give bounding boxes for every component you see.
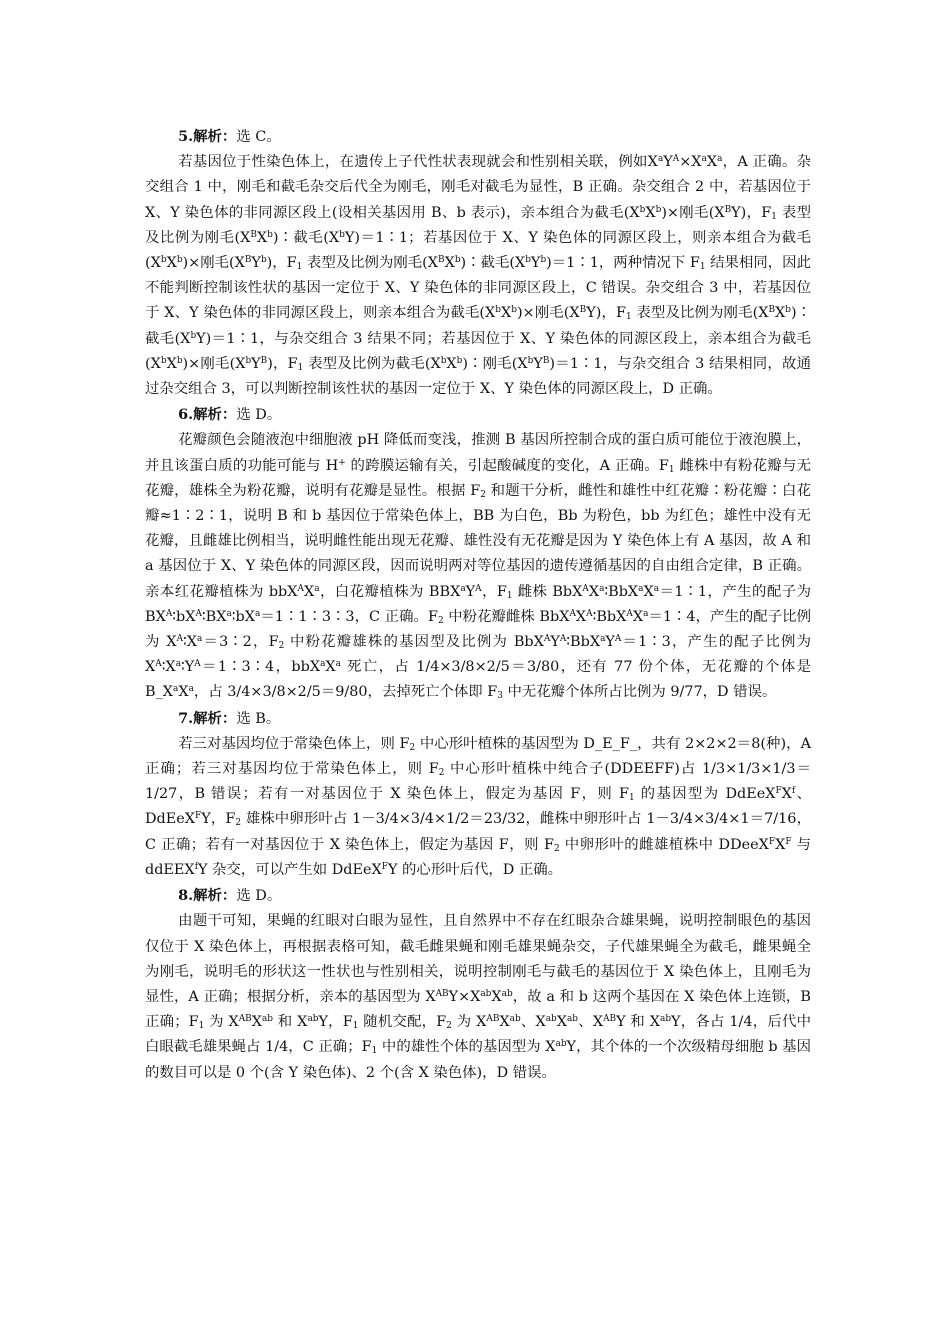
q7-answer: 选 B。 — [236, 710, 281, 727]
q8-label: 8.解析： — [178, 887, 237, 905]
q8-explanation: 由题干可知，果蝇的红眼对白眼为显性，且自然界中不存在红眼杂合雄果蝇，说明控制眼色的基因仅位于 X 染色体上，再根据表格可知，截毛雌果蝇和刚毛雄果蝇杂交，子代雄果蝇全为截毛，雌果蝇全为刚毛，说明毛的形状这一性状也与性别相关，说明控制刚毛与截毛的基因位于 X 染色体上，且刚毛为显性，A 正确；根据分析，亲本的基因型为 $X^{AB}Y\times X^{ab}X^{ab}$，故 a 和 b 这两个基因在 X 染色体上连锁，B 正确；$F_1$ 为 $X^{AB}X^{ab}$ 和 $X^{ab}Y$，$F_1$ 随机交配，$F_2$ 为 $X^{AB}X^{ab}$、$X^{ab}X^{ab}$、$X^{AB}Y$ 和 $X^{ab}Y$，各占 1/4，后代中白眼截毛雄果蝇占 1/4，C 正确；$F_1$ 中的雄性个体的基因型为 $X^{ab}Y$，其个体的一个次级精母细胞 b 基因的数目可以是 0 个(含 Y 染色体)、2 个(含 X 染色体)，D 错误。 — [145, 913, 811, 1081]
q6-heading — [145, 402, 811, 428]
answer-explanations — [145, 124, 811, 1086]
q7-label: 7.解析： — [178, 709, 237, 727]
q5-heading — [145, 124, 811, 150]
q8-answer: 选 D。 — [236, 888, 282, 905]
q6-answer: 选 D。 — [236, 407, 282, 424]
q5-answer: 选 C。 — [236, 129, 281, 145]
q7-explanation: 若三对基因均位于常染色体上，则 $F_2$ 中心形叶植株的基因型为 D_E_F_，共有 2×2×2＝8(种)，A 正确；若三对基因均位于常染色体上，则 $F_2$ 中心形叶植株中纯合子(DDEEFF)占 1/3×1/3×1/3＝1/27，B 错误；若有一对基因位于 X 染色体上，假定为基因 F，则 $F_1$ 的基因型为 $DdEeX^FX^f$、DdEeX$^F$Y，$F_2$ 雄株中卵形叶占 1－3/4×3/4×1/2＝23/32，雌株中卵形叶占 1－3/4×3/4×1＝7/16，C 正确；若有一对基因位于 X 染色体上，假定为基因 F，则 $F_2$ 中卵形叶的雌雄植株中 $DDeeX^FX^F$ 与 ddEEX$^f$Y 杂交，可以产生如 DdEeX$^F$Y 的心形叶后代，D 正确。 — [145, 735, 811, 878]
q6-explanation: 花瓣颜色会随液泡中细胞液 pH 降低而变浅，推测 B 基因所控制合成的蛋白质可能位于液泡膜上，并且该蛋白质的功能可能与 H+ 的跨膜运输有关，引起酸碱度的变化，A 正确。$F_1$ 雌株中有粉花瓣与无花瓣，雄株全为粉花瓣，说明有花瓣是显性。根据 $F_2$ 和题干分析，雌性和雄性中红花瓣∶粉花瓣∶白花瓣≈1∶2∶1，说明 B 和 b 基因位于常染色体上，BB 为白色，Bb 为粉色，bb 为红色；雄性中没有无花瓣，且雌雄比例相当，说明雌性能出现无花瓣、雄性没有无花瓣是因为 Y 染色体上有 A 基因，故 A 和 a 基因位于 X、Y 染色体的同源区段，因而说明两对等位基因的遗传遵循基因的自由组合定律，B 正确。亲本红花瓣植株为 $bbX^AX^a$，白花瓣植株为 $BBX^aY^A$，$F_1$ 雌株 $BbX^AX^a∶BbX^aX^a=1∶1$，产生的配子为 $BX^A∶bX^A∶BX^a∶bX^a=1∶1∶3∶3$，C 正确。$F_2$ 中粉花瓣雌株 $BbX^AX^A∶BbX^AX^a=1∶4$，产生的配子比例为 $X^A∶X^a=3∶2$，$F_2$ 中粉花瓣雄株的基因型及比例为 $BbX^AY^A∶BbX^aY^A=1∶3$，产生的配子比例为 $X^A∶X^a∶Y^A=1∶3∶4$，$bbX^aX^a$ 死亡，占 1/4×3/8×2/5＝3/80，还有 77 份个体，无花瓣的个体是 $B\_X^aX^a$，占 3/4×3/8×2/5＝9/80，去掉死亡个体即 $F_3$ 中无花瓣个体所占比例为 9/77，D 错误。 — [145, 432, 812, 702]
q6-label: 6.解析： — [178, 406, 237, 424]
q5-explanation: 若基因位于性染色体上，在遗传上子代性状表现就会和性别相关联，例如$X^aY^A\times X^aX^a$，A 正确。杂交组合 1 中，刚毛和截毛杂交后代全为刚毛，刚毛对截毛为显性，B 正确。杂交组合 2 中，若基因位于 X、Y 染色体的非同源区段上(设相关基因用 B、b 表示)，亲本组合为截毛$(X^bX^b)\times$刚毛$(X^BY)$，$F_1$ 表型及比例为刚毛$(X^BX^b)∶$截毛$(X^bY)=1∶1$；若基因位于 X、Y 染色体的同源区段上，则亲本组合为截毛$(X^bX^b)\times$刚毛$(X^BY^b)$，$F_1$ 表型及比例为刚毛$(X^BX^b)∶$截毛$(X^bY^b)=1∶1$，两种情况下 $F_1$ 结果相同，因此不能判断控制该性状的基因一定位于 X、Y 染色体的非同源区段上，C 错误。杂交组合 3 中，若基因位于 X、Y 染色体的非同源区段上，则亲本组合为截毛$(X^bX^b)\times$刚毛$(X^BY)$，$F_1$ 表型及比例为刚毛$(X^BX^b)∶$截毛$(X^bY)=1∶1$，与杂交组合 3 结果不同；若基因位于 X、Y 染色体的同源区段上，亲本组合为截毛$(X^bX^b)\times$刚毛$(X^bY^B)$，$F_1$ 表型及比例为截毛$(X^bX^b)∶$刚毛$(X^bY^B)=1∶1$，与杂交组合 3 结果相同，故通过杂交组合 3，可以判断控制该性状的基因一定位于 X、Y 染色体的同源区段上，D 正确。 — [145, 154, 812, 398]
q5-label: 5.解析： — [178, 128, 237, 145]
q8-heading — [145, 883, 811, 909]
q7-heading — [145, 706, 811, 732]
